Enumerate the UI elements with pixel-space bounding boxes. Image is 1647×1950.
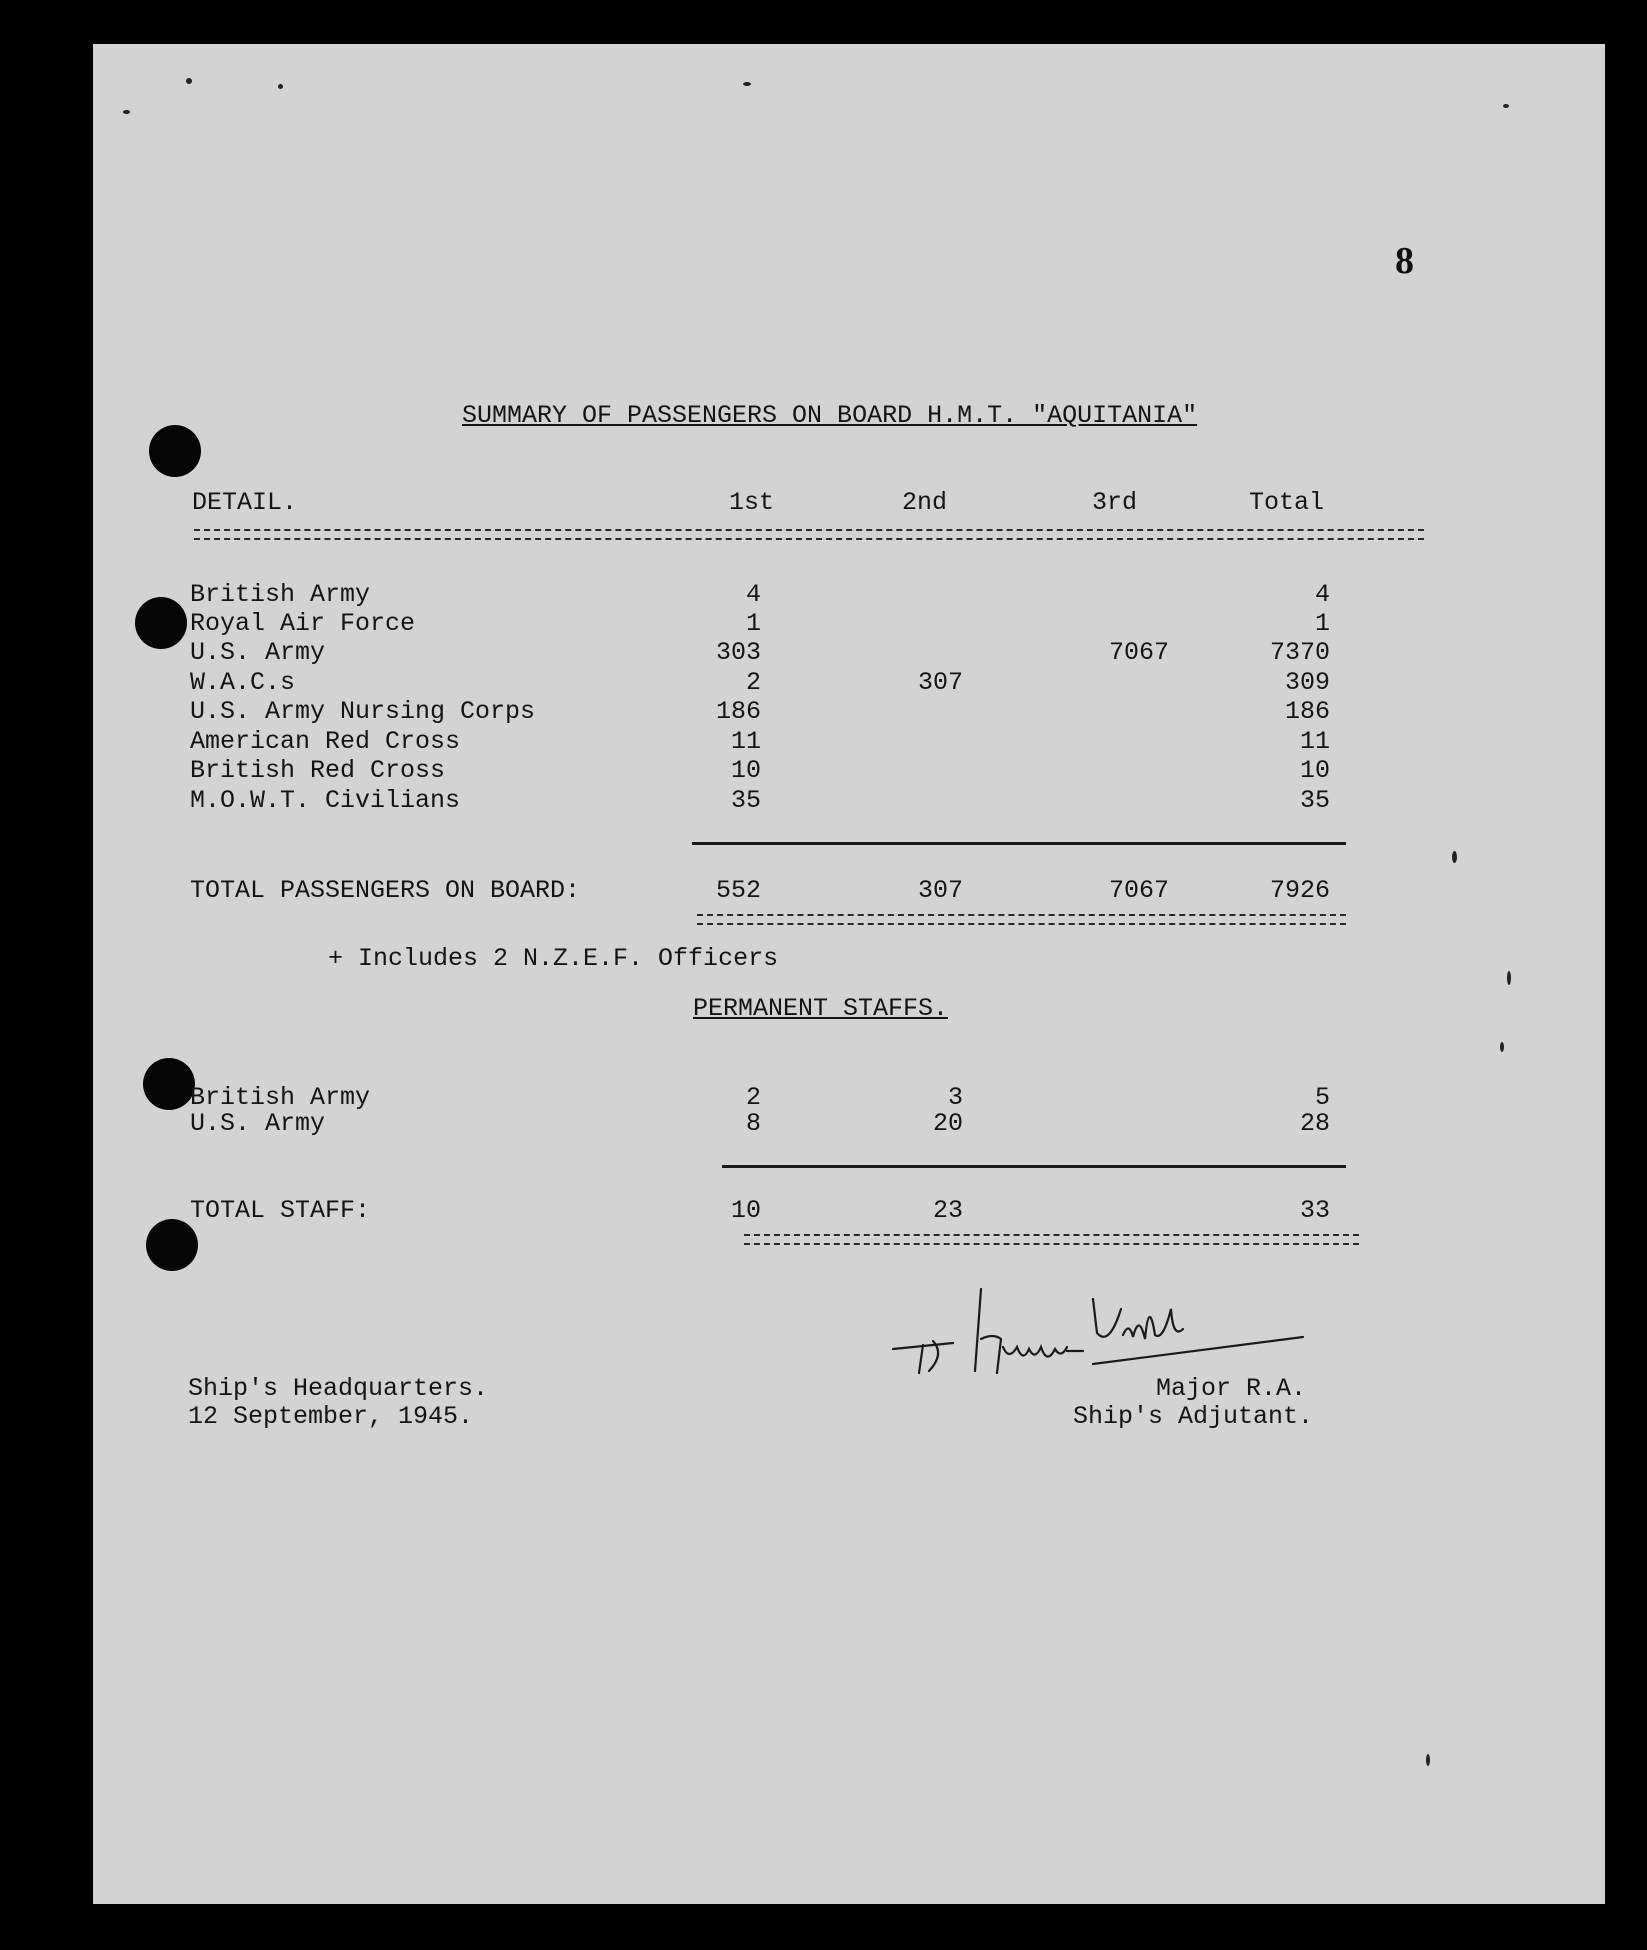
document-title: SUMMARY OF PASSENGERS ON BOARD H.M.T. "AQUITANIA" [462,401,1198,430]
total-3rd: 7067 [1108,876,1169,905]
total-2nd: 23 [932,1196,963,1225]
row-detail: U.S. Army [190,1109,326,1138]
row-2nd: 3 [947,1083,963,1112]
row-2nd: 20 [932,1109,963,1138]
col-header-detail: DETAIL. [192,488,298,517]
total-2nd: 307 [917,876,963,905]
place: Ship's Headquarters. [188,1374,489,1403]
speck-mark [1426,1754,1430,1766]
double-rule [697,914,1346,925]
double-rule [744,1234,1359,1245]
col-header-3rd: 3rd [1092,488,1138,517]
row-1st: 10 [730,756,761,785]
row-detail: Royal Air Force [190,609,416,638]
signatory-role: Ship's Adjutant. [1073,1402,1314,1431]
row-1st: 11 [730,727,761,756]
row-detail: W.A.C.s [190,668,296,697]
row-detail: British Red Cross [190,756,446,785]
speck-mark [186,78,192,84]
speck-mark [1507,971,1511,985]
row-detail: M.O.W.T. Civilians [190,786,461,815]
row-total: 35 [1299,786,1330,815]
total-label: TOTAL STAFF: [190,1196,371,1225]
sum-rule [722,1165,1346,1168]
row-3rd: 7067 [1108,638,1169,667]
punch-hole [146,1219,198,1271]
speck-mark [1500,1042,1504,1052]
speck-mark [1452,851,1457,863]
col-header-1st: 1st [729,488,775,517]
total-1st: 10 [730,1196,761,1225]
signatory-rank: Major R.A. [1156,1374,1307,1403]
row-1st: 35 [730,786,761,815]
row-total: 5 [1314,1083,1330,1112]
row-total: 186 [1284,697,1330,726]
row-1st: 1 [745,609,761,638]
row-1st: 2 [745,668,761,697]
punch-hole [143,1058,195,1110]
speck-mark [123,110,130,114]
section-heading: PERMANENT STAFFS. [693,994,949,1023]
row-total: 11 [1299,727,1330,756]
row-total: 309 [1284,668,1330,697]
row-detail: U.S. Army Nursing Corps [190,697,536,726]
total-total: 33 [1299,1196,1330,1225]
speck-mark [278,84,283,89]
row-detail: British Army [190,580,371,609]
page-number: 8 [1395,240,1414,282]
speck-mark [1503,104,1509,108]
row-1st: 4 [745,580,761,609]
total-1st: 552 [715,876,761,905]
row-1st: 8 [745,1109,761,1138]
row-1st: 2 [745,1083,761,1112]
total-label: TOTAL PASSENGERS ON BOARD: [190,876,581,905]
col-header-2nd: 2nd [902,488,948,517]
row-total: 10 [1299,756,1330,785]
footnote: + Includes 2 N.Z.E.F. Officers [328,944,779,973]
row-1st: 186 [715,697,761,726]
punch-hole [149,425,201,477]
row-1st: 303 [715,638,761,667]
row-total: 7370 [1269,638,1330,667]
col-header-total: Total [1249,488,1325,517]
double-rule [194,529,1424,540]
row-total: 28 [1299,1109,1330,1138]
signature [883,1269,1383,1379]
speck-mark [743,82,751,86]
row-detail: American Red Cross [190,727,461,756]
total-total: 7926 [1269,876,1330,905]
sum-rule [692,842,1346,845]
row-total: 1 [1314,609,1330,638]
row-2nd: 307 [917,668,963,697]
row-detail: U.S. Army [190,638,326,667]
row-detail: British Army [190,1083,371,1112]
document-page [93,44,1605,1904]
date: 12 September, 1945. [188,1402,474,1431]
row-total: 4 [1314,580,1330,609]
punch-hole [135,597,187,649]
